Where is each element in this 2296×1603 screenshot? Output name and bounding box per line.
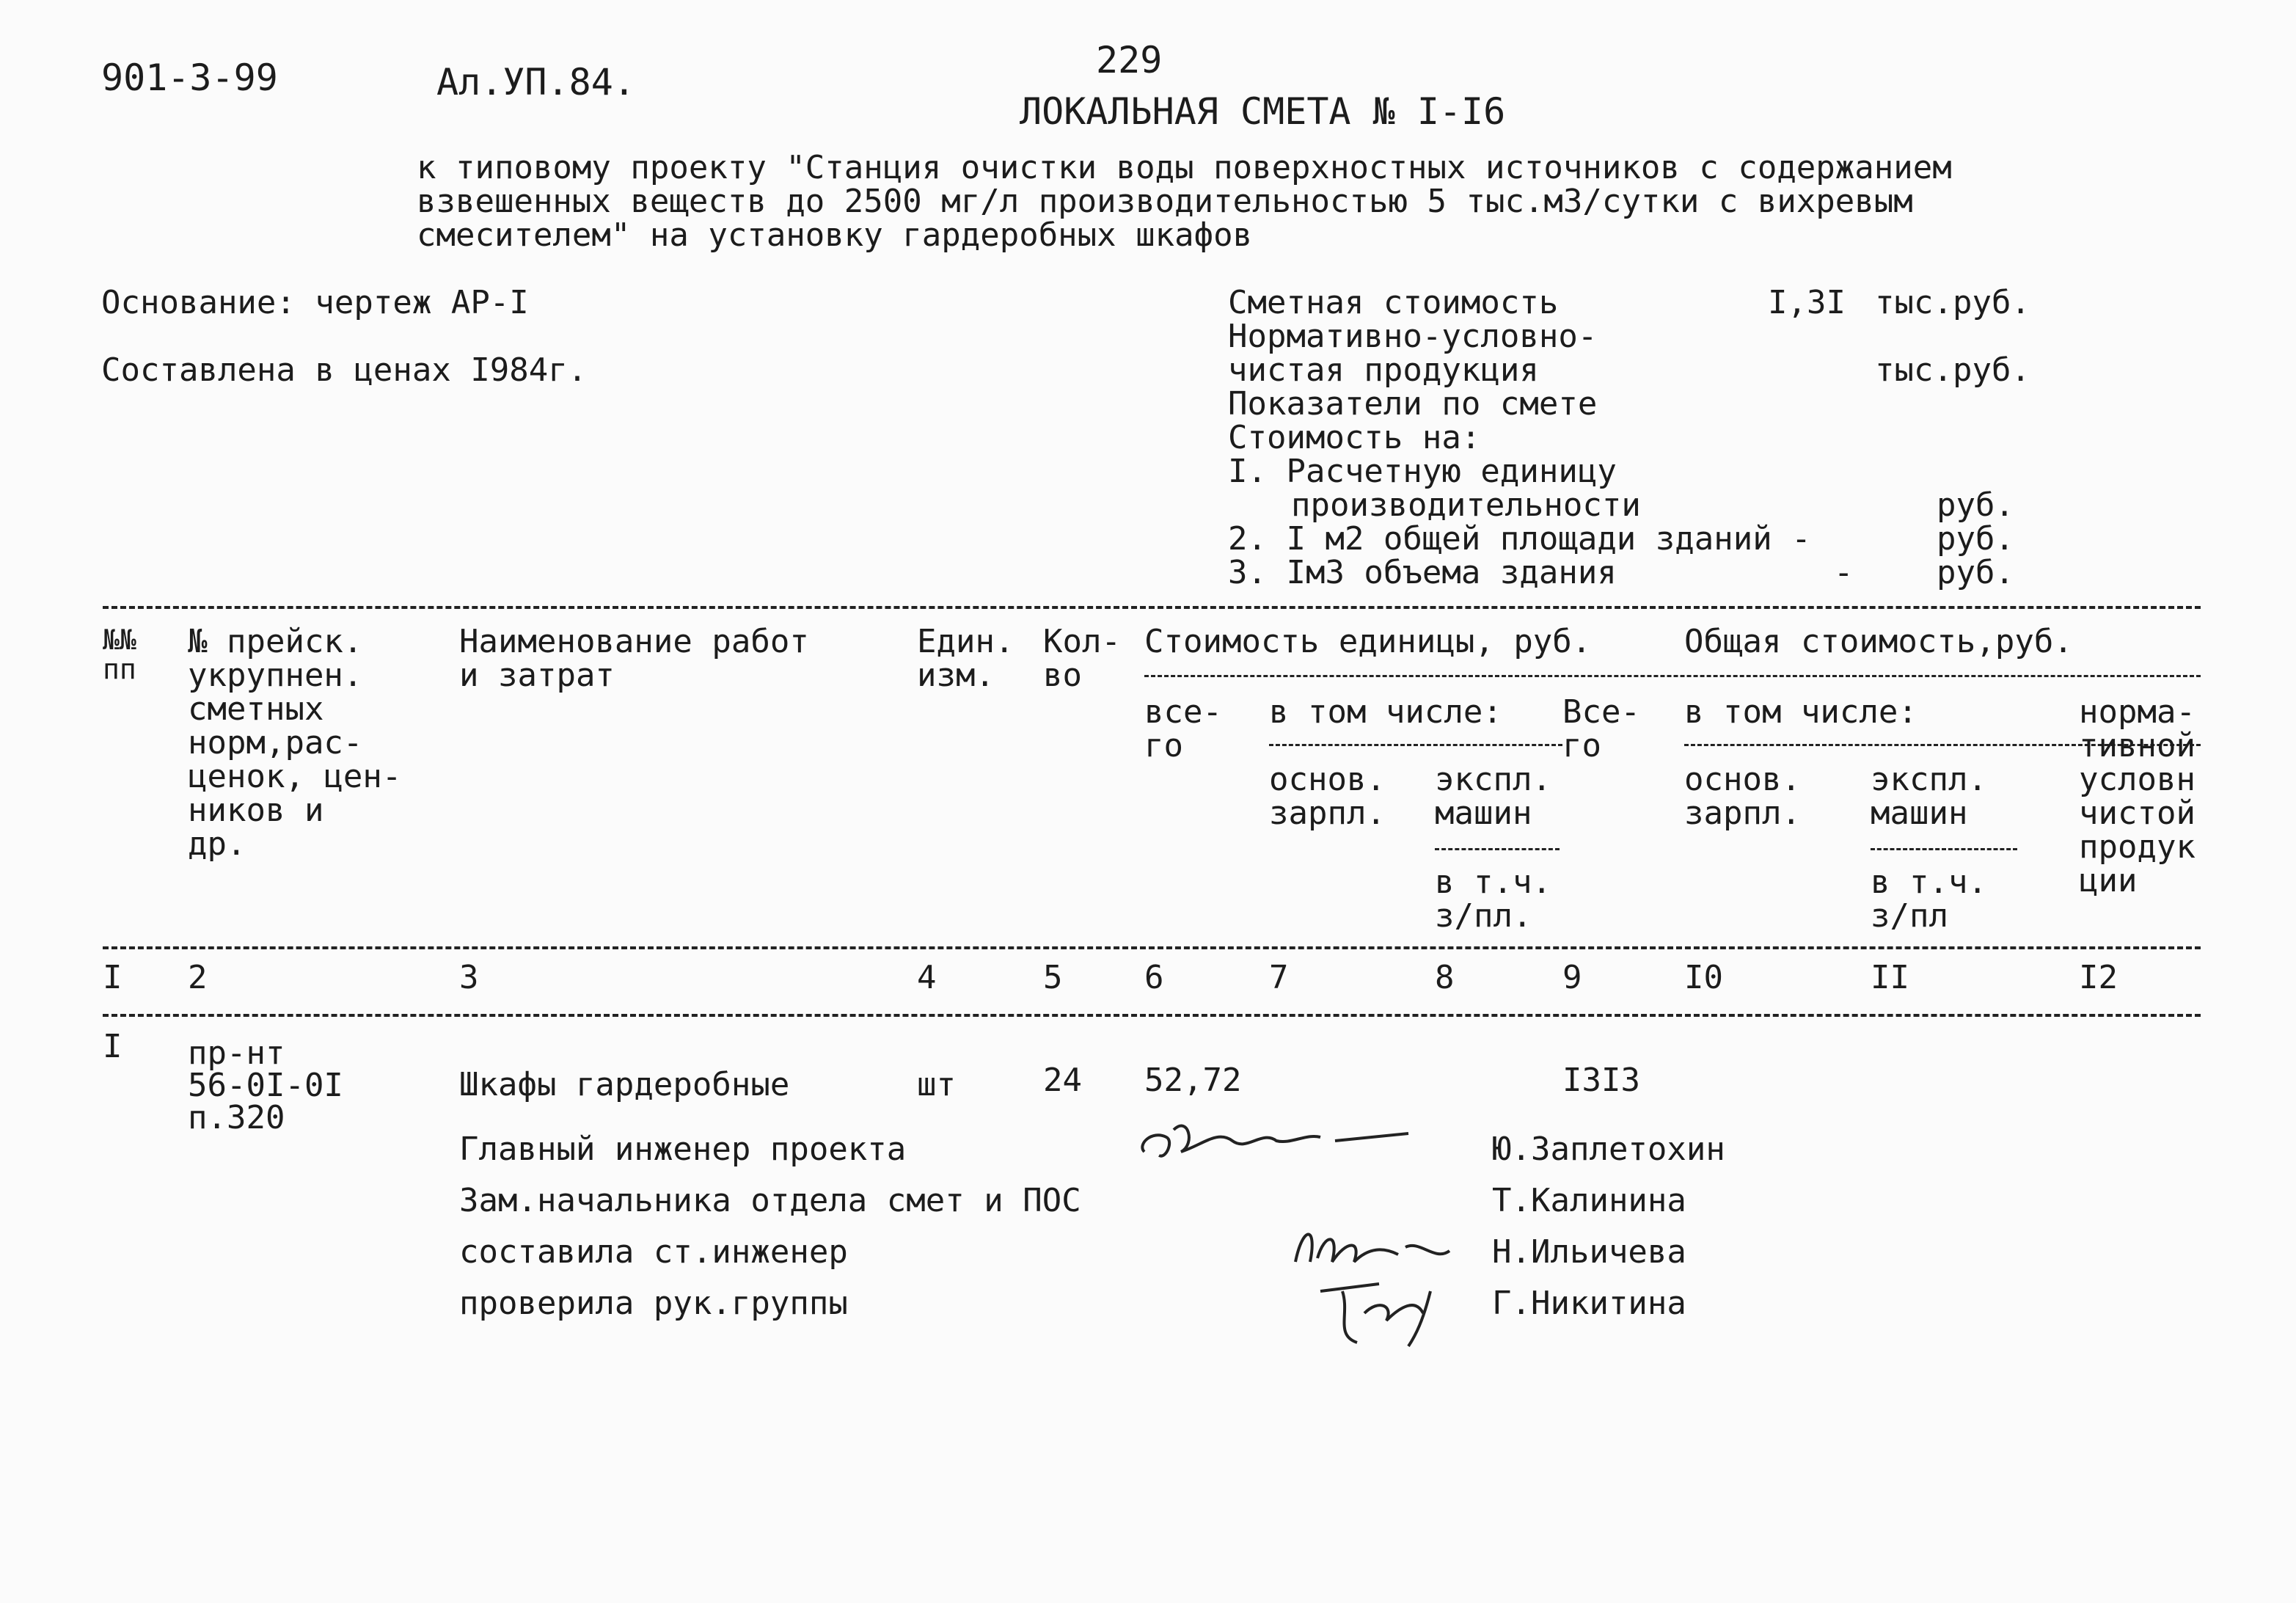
header-bottom-rule — [103, 946, 2201, 949]
signature-name: Г.Никитина — [1492, 1285, 1686, 1322]
row-unit: шт — [917, 1066, 956, 1103]
col-number: 5 — [1043, 959, 1063, 996]
cost-label: Сметная стоимость — [1228, 284, 1559, 321]
basis-drawing: Основание: чертеж АР-I — [101, 284, 529, 321]
cost-group-rule — [1144, 675, 2201, 677]
header-normative-product: норма- тивной условн чистой продук ции — [2079, 693, 2196, 899]
series-code: 901-3-99 — [101, 56, 278, 99]
signature-name: Ю.Заплетохин — [1492, 1131, 1725, 1168]
header-unit-cost: Стоимость единицы, руб. — [1144, 623, 1592, 660]
norm-label-1: Нормативно-условно- — [1228, 318, 1598, 355]
cost-for-label: Стоимость на: — [1228, 419, 1481, 456]
col-number: I2 — [2079, 959, 2118, 996]
row-unit-total: 52,72 — [1144, 1062, 1242, 1099]
row-total: I3I3 — [1562, 1062, 1640, 1099]
signature-scribble-engineer — [1288, 1218, 1464, 1277]
norm-unit: тыс.руб. — [1875, 351, 2030, 389]
col-number: 8 — [1435, 959, 1455, 996]
subtitle-line-1: к типовому проекту "Станция очистки воды поверхностных источников с содержанием — [417, 149, 1952, 186]
header-total-wages: основ. зарпл. — [1684, 761, 1801, 832]
signature-name: Н.Ильичева — [1492, 1233, 1686, 1271]
header-unit: Един. изм. — [917, 623, 1014, 694]
header-unit-wages: основ. зарпл. — [1269, 761, 1386, 832]
signature-name: Т.Калинина — [1492, 1182, 1686, 1219]
indicator-3-dash: - — [1834, 554, 1854, 591]
header-unit-machine-wages: в т.ч. з/пл. — [1435, 863, 1551, 935]
header-unit-total: все- го — [1144, 693, 1222, 764]
row-price-code: пр-нт 56-0I-0I п.320 — [188, 1034, 343, 1136]
header-total: Все- го — [1562, 693, 1640, 764]
signature-role: проверила рук.группы — [459, 1285, 848, 1322]
col-numbers-bottom-rule — [103, 1014, 2201, 1017]
cost-unit: тыс.руб. — [1875, 284, 2030, 321]
col-number: 6 — [1144, 959, 1164, 996]
header-including-1: в том числе: — [1269, 693, 1502, 731]
indicators-label: Показатели по смете — [1228, 385, 1598, 423]
header-unit-machines: экспл. машин — [1435, 761, 1551, 832]
header-total-cost: Общая стоимость,руб. — [1684, 623, 2073, 660]
signature-scribble-chief-engineer — [1130, 1100, 1423, 1174]
norm-label-2: чистая продукция — [1228, 351, 1539, 389]
header-total-machines: экспл. машин — [1871, 761, 1987, 832]
col-number: II — [1871, 959, 1909, 996]
col-number: 3 — [459, 959, 479, 996]
header-row-number: №№ пп — [103, 624, 136, 685]
header-price-code: № прейск. укрупнен. сметных норм,рас- ценок, цен- ников и др. — [188, 623, 402, 863]
signature-scribble-group-head — [1313, 1269, 1460, 1350]
col-number: 4 — [917, 959, 937, 996]
col-number: 7 — [1269, 959, 1289, 996]
indicator-2: 2. I м2 общей площади зданий - — [1228, 520, 1811, 558]
subtitle-line-2: взвешенных веществ до 2500 мг/л производительностью 5 тыс.м3/сутки с вихревым — [417, 183, 1913, 220]
header-total-machine-wages: в т.ч. з/пл — [1871, 863, 1987, 935]
indicator-1-line-2: производительности — [1291, 486, 1641, 524]
col-number: I — [103, 959, 123, 996]
row-work-name: Шкафы гардеробные — [459, 1066, 790, 1103]
unit-sub-rule — [1269, 744, 1562, 746]
col-number: 2 — [188, 959, 208, 996]
indicator-3-unit: руб. — [1937, 554, 2014, 591]
cost-value: I,3I — [1768, 284, 1846, 321]
indicator-3: 3. Iм3 объема здания — [1228, 554, 1617, 591]
table-top-rule — [103, 606, 2201, 609]
header-including-2: в том числе: — [1684, 693, 1917, 731]
machine-sub-rule-2 — [1871, 848, 2017, 850]
indicator-1-line-1: I. Расчетную единицу — [1228, 453, 1617, 490]
col-number: 9 — [1562, 959, 1582, 996]
signature-role: Зам.начальника отдела смет и ПОС — [459, 1182, 1081, 1219]
row-number: I — [103, 1028, 123, 1065]
signature-role: составила ст.инженер — [459, 1233, 848, 1271]
row-quantity: 24 — [1043, 1062, 1082, 1099]
basis-prices: Составлена в ценах I984г. — [101, 351, 588, 389]
document-title: ЛОКАЛЬНАЯ СМЕТА № I-I6 — [1020, 90, 1506, 133]
album-code: Ал.УП.84. — [436, 61, 635, 103]
subtitle-line-3: смесителем" на установку гардеробных шкафов — [417, 216, 1253, 254]
signature-role: Главный инженер проекта — [459, 1131, 907, 1168]
indicator-1-unit: руб. — [1937, 486, 2014, 524]
header-work-name: Наименование работ и затрат — [459, 623, 809, 694]
page-number: 229 — [1096, 39, 1163, 81]
indicator-2-unit: руб. — [1937, 520, 2014, 558]
machine-sub-rule-1 — [1435, 848, 1560, 850]
header-quantity: Кол- во — [1043, 623, 1121, 694]
col-number: I0 — [1684, 959, 1723, 996]
